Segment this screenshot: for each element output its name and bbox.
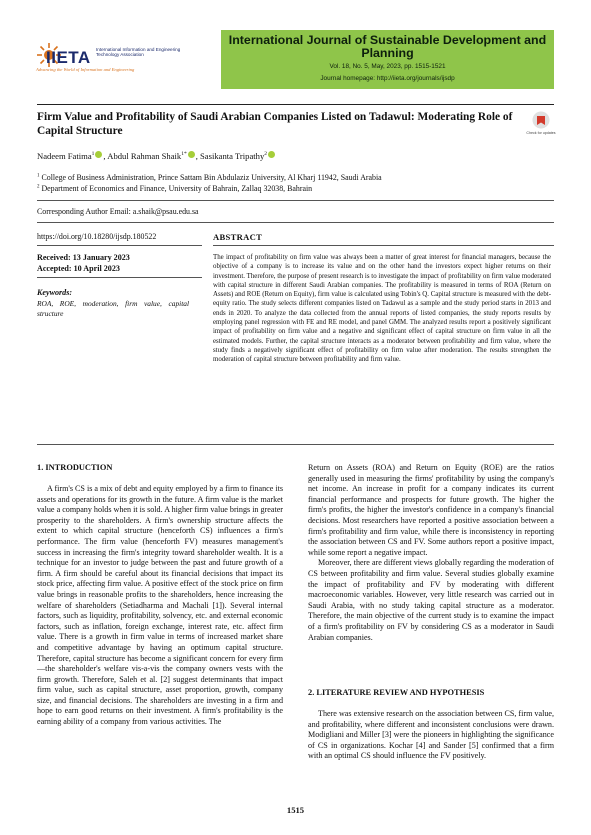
logo-text: IIETA <box>46 48 91 67</box>
received-date: Received: 13 January 2023 <box>37 253 130 262</box>
orcid-icon[interactable] <box>95 151 102 158</box>
logo-tagline: Advancing the World of Information and Engineering <box>36 67 135 72</box>
check-for-updates-button[interactable] <box>528 110 554 140</box>
accepted-date: Accepted: 10 April 2023 <box>37 264 120 273</box>
body-paragraph: A firm's CS is a mix of debt and equity employed by a firm to finance its assets and operations for its growth in the future. A firm value is the market value a company holds when it is sold. A higher firm value brings in greater prosperity to the shareholders. A firm's ownership structure affects the extent to which capital structure (henceforth CS) influences a firm's performance. The firm value (henceforth FV) measures management's success in increasing the firm's integrity toward shareholder wealth. It is a technique for an investor to judge between the past and future growth of a firm. A firm should be careful about its financial decisions that impact its stock price, affecting firm value. A positive effect of the stock price on firm value brings in reasonable profits to the shareholders, hence increasing the welfare of shareholders (Setiadharma and Machali [1]). Several internal factors, such as liquidity, profitability, solvency, etc. and external economic factors, such as inflation, foreign exchange, interest rate, etc. affect firm value. There is a growth in firm value in terms of increased market share and competitive advantage by having an optimum capital structure. Therefore, capital structure has become a significant concern for every firm—the shareholder's welfare vis-a-vis the company owners vests with the firm growth. Therefore, Saleh et al. [2] suggest determinants that impact firm value, such as capital structure, asset proportion, growth, company size, and financial decisions. The shareholders are investing in a firm and hope to earn good returns on their investment. A firm's profitability is the earning ability of a company from various activities. The <box>37 484 283 727</box>
corresponding-divider <box>37 222 554 223</box>
journal-issue: Vol. 18, No. 5, May, 2023, pp. 1515-1521 <box>329 63 446 70</box>
keywords-heading: Keywords: <box>37 288 73 297</box>
section-heading-literature-review: 2. LITERATURE REVIEW AND HYPOTHESIS <box>308 688 485 697</box>
author-name: Nadeem Fatima <box>37 151 92 161</box>
body-column-left <box>37 484 283 728</box>
logo-fullname: International Information and Engineering Technology Association <box>96 47 181 58</box>
author-name: Sasikanta Tripathy <box>200 151 265 161</box>
abstract-bottom-divider <box>37 444 554 445</box>
affiliation: $^2$ Department of Economics and Finance, University of Bahrain, Zallaq 32038, Bahrain <box>37 184 313 193</box>
abstract-divider <box>213 245 554 246</box>
author-sup: 1 <box>91 151 95 158</box>
dates-divider <box>37 277 202 278</box>
check-for-updates-icon <box>528 110 554 140</box>
body-paragraph: Return on Assets (ROA) and Return on Equity (ROE) are the ratios generally used in measuring the firms' profitability by using the company's net income. An increase in profit for a company indicates its current financial performance and prospects for future growth. The higher the firm's profits, the higher the investor's confidence in a company's financial decisions. Most researchers have reported a positive association between a firm's profitability and firm value, while there is inconsistency in reporting the association between CS and FV. Some authors report a positive impact, while some report a negative impact. <box>308 463 554 557</box>
title-divider <box>37 104 554 105</box>
section-heading-introduction: 1. INTRODUCTION <box>37 463 113 472</box>
body-column-right-lower <box>308 709 554 762</box>
orcid-icon[interactable] <box>188 151 195 158</box>
doi-divider <box>37 245 202 246</box>
abstract-heading: ABSTRACT <box>213 232 263 242</box>
corresponding-author-email[interactable]: Corresponding Author Email: a.shaik@psau.edu.sa <box>37 207 199 216</box>
author-sup: 2 <box>264 151 267 158</box>
svg-text:Check for updates: Check for updates <box>526 131 556 135</box>
affiliation: $^1$ College of Business Administration, Prince Sattam Bin Abdulaziz University, Al Kharj 11942, Saudi Arabia <box>37 173 382 182</box>
paper-title: Firm Value and Profitability of Saudi Arabian Companies Listed on Tadawul: Moderating Role of Capital Structure <box>37 111 513 137</box>
body-column-right <box>308 463 554 643</box>
body-paragraph: There was extensive research on the association between CS, firm value, and profitability, where different and inconsistent conclusions were drawn. Modigliani and Miller [3] were the pioneers in highlighting the significance of CS in organizations. Kochar [4] and Sander [5] confirmed that a firm with an optimal CS should influence the FV positively. <box>308 709 554 761</box>
publisher-logo <box>36 40 186 80</box>
page-number: 1515 <box>286 805 305 815</box>
journal-title: International Journal of Sustainable Development and Planning <box>228 33 547 60</box>
journal-homepage-link[interactable]: Journal homepage: http://iieta.org/journals/ijsdp <box>320 75 455 82</box>
journal-banner <box>221 30 554 89</box>
keywords-list: ROA, ROE, moderation, firm value, capital structure <box>37 299 189 318</box>
author-sup: 1* <box>181 151 187 158</box>
doi-link[interactable]: https://doi.org/10.18280/ijsdp.180522 <box>37 232 157 241</box>
affiliation-divider <box>37 200 554 201</box>
orcid-icon[interactable] <box>268 151 275 158</box>
author-list: Nadeem Fatima$^1$ , Abdul Rahman Shaik$^{1*}$ , Sasikanta Tripathy$^2$ <box>37 151 276 161</box>
body-paragraph: Moreover, there are different views globally regarding the moderation of CS between profitability and firm value. Several studies globally examine the impact of profitability and FV by moderating with different macroeconomic variables. However, very little research was carried out in Saudi Arabia, with no study taking capital structure as a moderator. Therefore, the main objective of the current study is to examine the impact of a firm's profitability on FV by considering CS as a moderator in Saudi Arabian companies. <box>308 558 554 642</box>
abstract-text: The impact of profitability on firm value was always been a matter of great interest for financial managers, because the objective of a company is to increase its value and on the other hand the investors expect higher returns on their investment. Therefore, the purpose of present research is to investigate the impact of profitability on firm value moderated with capital structure in different Saudi Arabian companies. The profitability is measured in terms of ROA (Return on Assets) and ROE (Return on Equity), firm value is calculated using Tobin's Q. Capital structure is measured with the debt-equity ratio. The study selects different companies listed on Tadawul as a sample and the study period starts in 2013 and ends in 2020. To analyze the data collected from the annual reports of listed companies, the study reports results by employing panel regression with FE and RE model, and panel GMM. The analyzed results report a positively significant impact of profitability on firm value and a negative and significant effect of capital structure on firm value in all the estimated models. Further, the capital structure interacts as a moderator between profitability and firm value, where the study finds a negatively significant effect of profitability on firm value after moderation. The results strengthen the moderation of capital structure between profitability and firm value. <box>213 254 551 364</box>
author-name: Abdul Rahman Shaik <box>107 151 182 161</box>
